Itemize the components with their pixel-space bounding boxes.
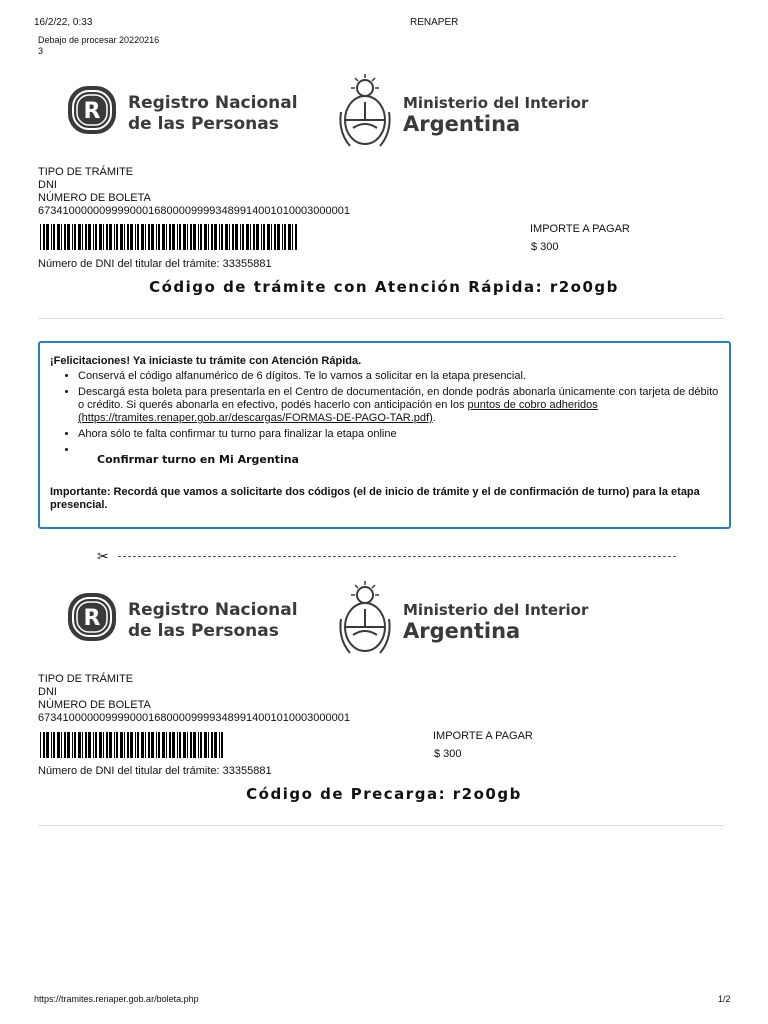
barcode-bar	[200, 732, 202, 758]
notice-item-code	[78, 370, 719, 383]
barcode-bar	[85, 732, 87, 758]
barcode-bar	[141, 224, 144, 250]
renaper-name-line2: de las Personas	[128, 621, 279, 641]
barcode	[40, 732, 226, 758]
numero-boleta-value: 673410000009999000168000099993489914001010003000001	[38, 205, 351, 217]
barcode-bar	[130, 224, 133, 250]
renaper-logo-2	[66, 591, 118, 648]
barcode-bar	[103, 224, 104, 250]
barcode-bar	[169, 732, 171, 758]
renaper-name-line2: de las Personas	[128, 114, 279, 134]
barcode-bar	[72, 732, 73, 758]
notice-item-payment-text: Descargá esta boleta para presentarla en el Centro de documentación, en donde podrás abonarla únicamente con tarjeta de débito o crédito. Si querés abonarla en efectivo, podés hacerlo con anticipación en los	[78, 386, 719, 411]
divider	[38, 825, 724, 826]
barcode-bar	[208, 224, 209, 250]
barcode-bar	[51, 732, 52, 758]
barcode-bar	[61, 732, 62, 758]
barcode-bar	[282, 224, 283, 250]
barcode	[40, 224, 300, 250]
barcode-bar	[211, 732, 213, 758]
barcode-bar	[88, 732, 91, 758]
barcode-bar	[219, 732, 220, 758]
barcode-bar	[40, 732, 41, 758]
barcode-bar	[225, 224, 228, 250]
barcode-bar	[64, 732, 66, 758]
barcode-bar	[253, 224, 255, 250]
barcode-bar	[183, 732, 186, 758]
boleta2-details	[38, 673, 350, 725]
renaper-name-line1: Registro Nacional	[128, 93, 298, 113]
barcode-bar	[267, 224, 270, 250]
ministerio-name-line2: Argentina	[403, 619, 521, 643]
barcode-bar	[78, 224, 81, 250]
importe-value: $ 300	[531, 241, 559, 253]
print-site-title: RENAPER	[410, 17, 459, 28]
notice-list	[50, 370, 719, 456]
barcode-bar	[162, 732, 165, 758]
barcode-bar	[190, 732, 192, 758]
barcode-bar	[151, 224, 154, 250]
coat-of-arms-icon	[336, 72, 394, 152]
barcode-bar	[120, 732, 123, 758]
barcode-bar	[145, 224, 146, 250]
barcode-bar	[242, 224, 244, 250]
barcode-bar	[53, 732, 55, 758]
barcode-bar	[292, 224, 293, 250]
ministerio-logo-text	[403, 94, 588, 137]
divider	[38, 318, 724, 319]
numero-boleta-value: 673410000009999000168000099993489914001010003000001	[38, 712, 351, 724]
barcode-bar	[271, 224, 272, 250]
barcode-bar	[198, 224, 199, 250]
barcode-bar	[61, 224, 62, 250]
barcode-bar	[57, 224, 60, 250]
barcode-bar	[114, 732, 115, 758]
ministerio-name-line2: Argentina	[403, 112, 521, 136]
barcode-bar	[46, 732, 49, 758]
barcode-bar	[261, 224, 262, 250]
barcode-bar	[156, 224, 157, 250]
barcode-bar	[250, 224, 251, 250]
barcode-bar	[116, 224, 118, 250]
barcode-bar	[214, 224, 217, 250]
barcode-bar	[219, 224, 220, 250]
barcode-bar	[246, 224, 249, 250]
confirmar-turno-button[interactable]: Confirmar turno en Mi Argentina	[97, 453, 299, 466]
footer-page-number: 1/2	[718, 994, 731, 1004]
renaper-logo-text-2	[128, 600, 298, 642]
barcode-bar	[277, 224, 280, 250]
barcode-bar	[46, 224, 49, 250]
barcode-bar	[193, 224, 196, 250]
barcode-bar	[82, 224, 83, 250]
notice-item-code-text: Conservá el código alfanumérico de 6 dígitos. Te lo vamos a solicitar en la etapa presencial.	[78, 370, 526, 382]
barcode-bar	[187, 224, 188, 250]
barcode-bar	[162, 224, 165, 250]
barcode-bar	[172, 224, 175, 250]
barcode-bar	[124, 732, 125, 758]
notice-item-payment	[78, 386, 719, 425]
barcode-bar	[88, 224, 91, 250]
barcode-bar	[169, 224, 171, 250]
argentina-coat-of-arms	[336, 72, 394, 157]
barcode-bar	[137, 224, 139, 250]
ministerio-name-line1: Ministerio del Interior	[403, 601, 589, 619]
barcode-bar	[93, 732, 94, 758]
barcode-bar	[190, 224, 192, 250]
tipo-tramite-value: DNI	[38, 179, 57, 191]
barcode-bar	[127, 224, 129, 250]
barcode-bar	[93, 224, 94, 250]
barcode-bar	[67, 224, 70, 250]
boleta1-details	[38, 166, 350, 218]
barcode-bar	[72, 224, 73, 250]
barcode-bar	[53, 224, 55, 250]
barcode-bar	[130, 732, 133, 758]
barcode-bar	[106, 224, 108, 250]
barcode-bar	[74, 224, 76, 250]
numero-boleta-label: NÚMERO DE BOLETA	[38, 699, 151, 711]
barcode-bar	[67, 732, 70, 758]
barcode-bar	[158, 732, 160, 758]
barcode-bar	[43, 224, 45, 250]
barcode-bar	[99, 224, 102, 250]
importe-value: $ 300	[434, 748, 462, 760]
dni-titular: Número de DNI del titular del trámite: 33355881	[38, 765, 272, 777]
barcode-bar	[193, 732, 196, 758]
barcode-bar	[235, 224, 238, 250]
barcode-bar	[74, 732, 76, 758]
barcode-bar	[124, 224, 125, 250]
scissors-icon: ✂	[97, 548, 109, 564]
renaper-icon-letter-2: R	[83, 606, 101, 631]
barcode-bar	[109, 732, 112, 758]
print-note-line2: 3	[38, 46, 44, 56]
barcode-bar	[103, 732, 104, 758]
barcode-bar	[109, 224, 112, 250]
barcode-bar	[221, 732, 223, 758]
barcode-bar	[145, 732, 146, 758]
barcode-bar	[57, 732, 60, 758]
tipo-tramite-label: TIPO DE TRÁMITE	[38, 166, 134, 178]
barcode-bar	[187, 732, 188, 758]
barcode-bar	[204, 224, 207, 250]
print-note-line1: Debajo de procesar 20220216	[38, 35, 160, 45]
renaper-logo-text	[128, 93, 298, 135]
barcode-bar	[158, 224, 160, 250]
barcode-bar	[85, 224, 87, 250]
numero-boleta-label: NÚMERO DE BOLETA	[38, 192, 151, 204]
renaper-icon-letter: R	[83, 99, 101, 124]
barcode-bar	[179, 224, 181, 250]
barcode-bar	[232, 224, 234, 250]
barcode-bar	[95, 224, 97, 250]
ministerio-name-line1: Ministerio del Interior	[403, 94, 589, 112]
barcode-bar	[106, 732, 108, 758]
argentina-coat-of-arms-2	[336, 579, 394, 664]
barcode-bar	[229, 224, 230, 250]
renaper-shield-icon	[66, 591, 118, 643]
importe-label: IMPORTE A PAGAR	[530, 223, 630, 235]
barcode-bar	[64, 224, 66, 250]
barcode-bar	[274, 224, 276, 250]
renaper-name-line1: Registro Nacional	[128, 600, 298, 620]
barcode-bar	[95, 732, 97, 758]
barcode-bar	[211, 224, 213, 250]
barcode-bar	[148, 224, 150, 250]
barcode-bar	[51, 224, 52, 250]
barcode-bar	[141, 732, 144, 758]
coat-of-arms-icon	[336, 579, 394, 659]
barcode-bar	[240, 224, 241, 250]
tipo-tramite-label: TIPO DE TRÁMITE	[38, 673, 134, 685]
barcode-bar	[177, 732, 178, 758]
ministerio-logo-text-2	[403, 601, 588, 644]
footer-url: https://tramites.renaper.gob.ar/boleta.php	[34, 994, 199, 1004]
barcode-bar	[200, 224, 202, 250]
renaper-shield-icon	[66, 84, 118, 136]
barcode-bar	[99, 732, 102, 758]
barcode-bar	[135, 732, 136, 758]
barcode-bar	[135, 224, 136, 250]
importe-label: IMPORTE A PAGAR	[433, 730, 533, 742]
print-datetime: 16/2/22, 0:33	[34, 17, 93, 28]
barcode-bar	[148, 732, 150, 758]
notice-item-payment-end: .	[432, 412, 436, 424]
codigo-tramite-title: Código de trámite con Atención Rápida: r2o0gb	[149, 278, 619, 296]
barcode-bar	[198, 732, 199, 758]
barcode-bar	[114, 224, 115, 250]
barcode-bar	[204, 732, 207, 758]
barcode-bar	[284, 224, 286, 250]
barcode-bar	[127, 732, 129, 758]
barcode-bar	[263, 224, 265, 250]
barcode-bar	[288, 224, 291, 250]
barcode-bar	[172, 732, 175, 758]
barcode-bar	[43, 732, 45, 758]
barcode-bar	[166, 224, 167, 250]
puntos-cobro-link[interactable]: puntos de cobro adheridos (https://tramites.renaper.gob.ar/descargas/FORMAS-DE-PAGO-TAR.pdf)	[78, 399, 598, 424]
renaper-logo	[66, 84, 118, 141]
notice-important: Importante: Recordá que vamos a solicitarte dos códigos (el de inicio de trámite y el de confirmación de turno) para la etapa presencial.	[50, 486, 700, 511]
barcode-bar	[208, 732, 209, 758]
tipo-tramite-value: DNI	[38, 686, 57, 698]
dni-titular: Número de DNI del titular del trámite: 33355881	[38, 258, 272, 270]
barcode-bar	[82, 732, 83, 758]
barcode-bar	[120, 224, 123, 250]
confirmation-notice	[38, 341, 731, 529]
barcode-bar	[137, 732, 139, 758]
barcode-bar	[183, 224, 186, 250]
barcode-bar	[156, 732, 157, 758]
barcode-bar	[78, 732, 81, 758]
barcode-bar	[179, 732, 181, 758]
notice-item-turno	[78, 428, 719, 441]
barcode-bar	[166, 732, 167, 758]
notice-item-turno-text: Ahora sólo te falta confirmar tu turno para finalizar la etapa online	[78, 428, 397, 440]
barcode-bar	[116, 732, 118, 758]
barcode-bar	[151, 732, 154, 758]
cut-line	[118, 556, 676, 557]
barcode-bar	[221, 224, 223, 250]
barcode-bar	[256, 224, 259, 250]
barcode-bar	[40, 224, 41, 250]
barcode-bar	[177, 224, 178, 250]
notice-title: ¡Felicitaciones! Ya iniciaste tu trámite con Atención Rápida.	[50, 355, 362, 367]
barcode-bar	[214, 732, 217, 758]
codigo-precarga-title: Código de Precarga: r2o0gb	[246, 785, 522, 803]
barcode-bar	[295, 224, 297, 250]
